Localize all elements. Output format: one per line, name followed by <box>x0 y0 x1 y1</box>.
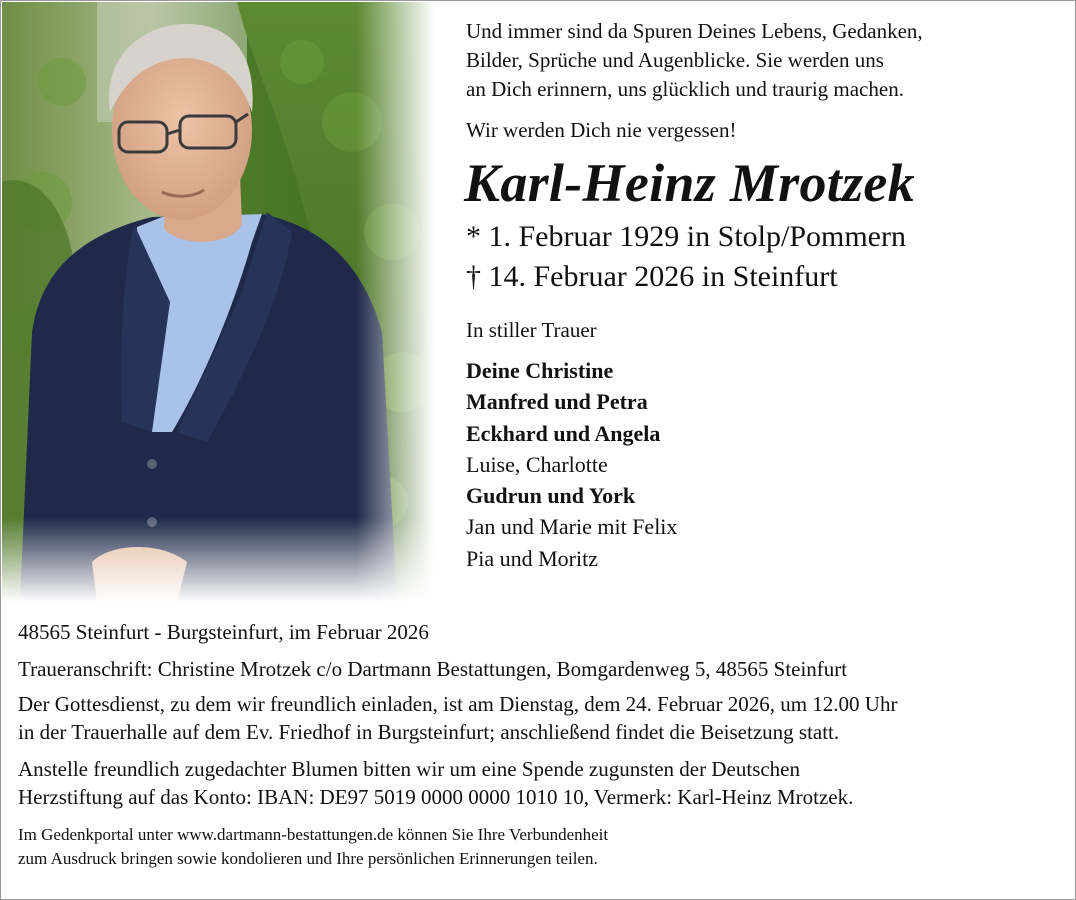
memorial-portal-note <box>18 823 1068 871</box>
portrait-photo <box>2 2 434 602</box>
mourner: Pia und Moritz <box>466 545 598 571</box>
birth-date: * 1. Februar 1929 in Stolp/Pommern <box>466 220 906 253</box>
place-date: 48565 Steinfurt - Burgsteinfurt, im Februar 2026 <box>18 620 429 644</box>
mourner: Gudrun und York <box>466 483 636 509</box>
verse-line: an Dich erinnern, uns glücklich und traurig machen. <box>466 77 904 101</box>
life-dates <box>466 217 1066 297</box>
portal-line: zum Ausdruck bringen sowie kondolieren und Ihre persönlichen Erinnerungen teilen. <box>18 849 598 868</box>
mourner: Deine Christine <box>466 358 614 383</box>
portal-line: Im Gedenkportal unter www.dartmann-bestattungen.de können Sie Ihre Verbundenheit <box>18 825 609 844</box>
service-line: Der Gottesdienst, zu dem wir freundlich einladen, ist am Dienstag, dem 24. Februar 2026, um 12.00 Uhr <box>18 692 898 716</box>
mourning-heading: In stiller Trauer <box>466 318 597 342</box>
mourner: Manfred und Petra <box>466 389 648 415</box>
verse-closing: Wir werden Dich nie vergessen! <box>466 118 737 142</box>
memorial-verse <box>466 17 1066 145</box>
main-text-column <box>466 17 1066 574</box>
deceased-name: Karl-Heinz Mrotzek <box>464 153 915 213</box>
mourner: Luise, Charlotte <box>466 451 608 477</box>
verse-line: Und immer sind da Spuren Deines Lebens, Gedanken, <box>466 19 923 43</box>
mourner: Eckhard und Angela <box>466 420 661 446</box>
mourner: Jan und Marie mit Felix <box>466 514 678 540</box>
mourning-address: Traueranschrift: Christine Mrotzek c/o Dartmann Bestattungen, Bomgardenweg 5, 48565 Steinfurt <box>18 657 848 681</box>
service-line: in der Trauerhalle auf dem Ev. Friedhof in Burgsteinfurt; anschließend findet die Beisetzung statt. <box>18 720 840 744</box>
verse-line: Bilder, Sprüche und Augenblicke. Sie werden uns <box>466 48 884 72</box>
donation-line: Herzstiftung auf das Konto: IBAN: DE97 5019 0000 0000 1010 10, Vermerk: Karl-Heinz Mrotzek. <box>18 785 854 809</box>
notice-details <box>18 618 1068 871</box>
death-date: † 14. Februar 2026 in Steinfurt <box>466 260 838 293</box>
mourners-list <box>466 355 1066 574</box>
donation-line: Anstelle freundlich zugedachter Blumen bitten wir um eine Spende zugunsten der Deutschen <box>18 757 801 781</box>
